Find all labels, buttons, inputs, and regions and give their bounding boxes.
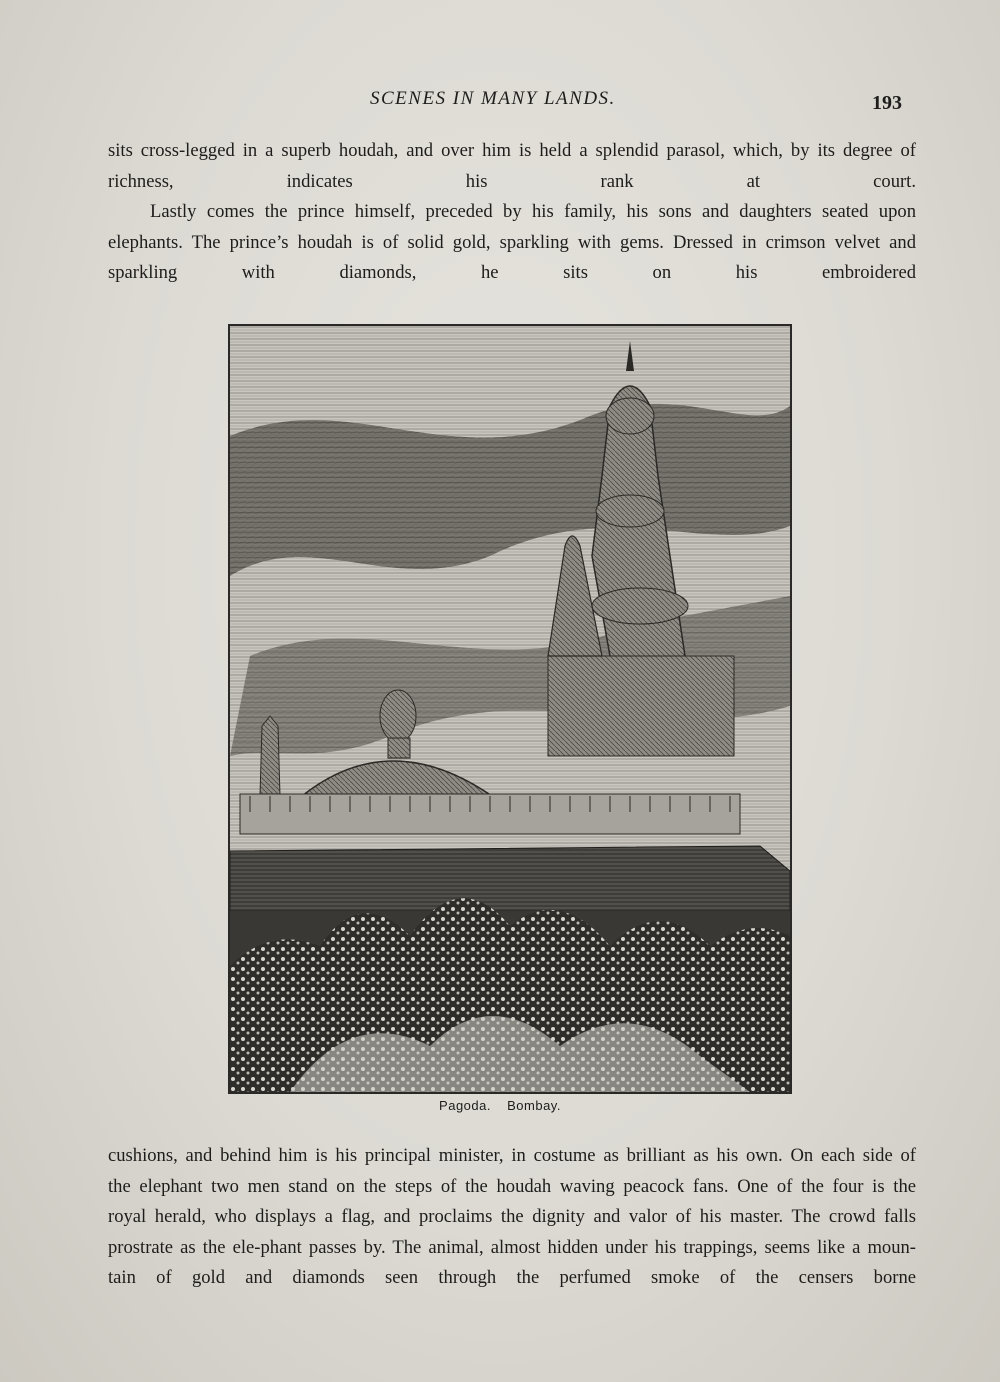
running-head: SCENES IN MANY LANDS. xyxy=(370,88,616,109)
bottom-text-block xyxy=(108,1141,916,1294)
caption-city: Bombay. xyxy=(507,1098,561,1113)
paragraph-continuation: sits cross-legged in a superb houdah, and over him is held a splendid parasol, which, by its degree of richness, indicates his rank at court. xyxy=(108,140,916,192)
caption-place: Pagoda. xyxy=(439,1098,491,1113)
figure-caption xyxy=(0,1098,1000,1113)
page-number: 193 xyxy=(872,92,902,114)
pagoda-engraving xyxy=(228,324,792,1094)
top-text-block xyxy=(108,136,916,289)
paragraph-procession: cushions, and behind him is his principal minister, in costume as brilliant as his own. On each side of the elephant two men stand on the steps of the houdah waving peacock fans. One of the four is the royal herald, who displays a flag, and proclaims the dignity and valor of his master. The crowd falls prostrate as the ele-phant passes by. The animal, almost hidden under his trappings, seems like a moun-tain of gold and diamonds seen through the perfumed smoke of the censers borne xyxy=(108,1145,916,1288)
paragraph-prince: Lastly comes the prince himself, preceded by his family, his sons and daughters seated upon elephants. The prince’s houdah is of solid gold, sparkling with gems. Dressed in crimson velvet and sparkling with diamonds, he sits on his embroidered xyxy=(108,201,916,283)
